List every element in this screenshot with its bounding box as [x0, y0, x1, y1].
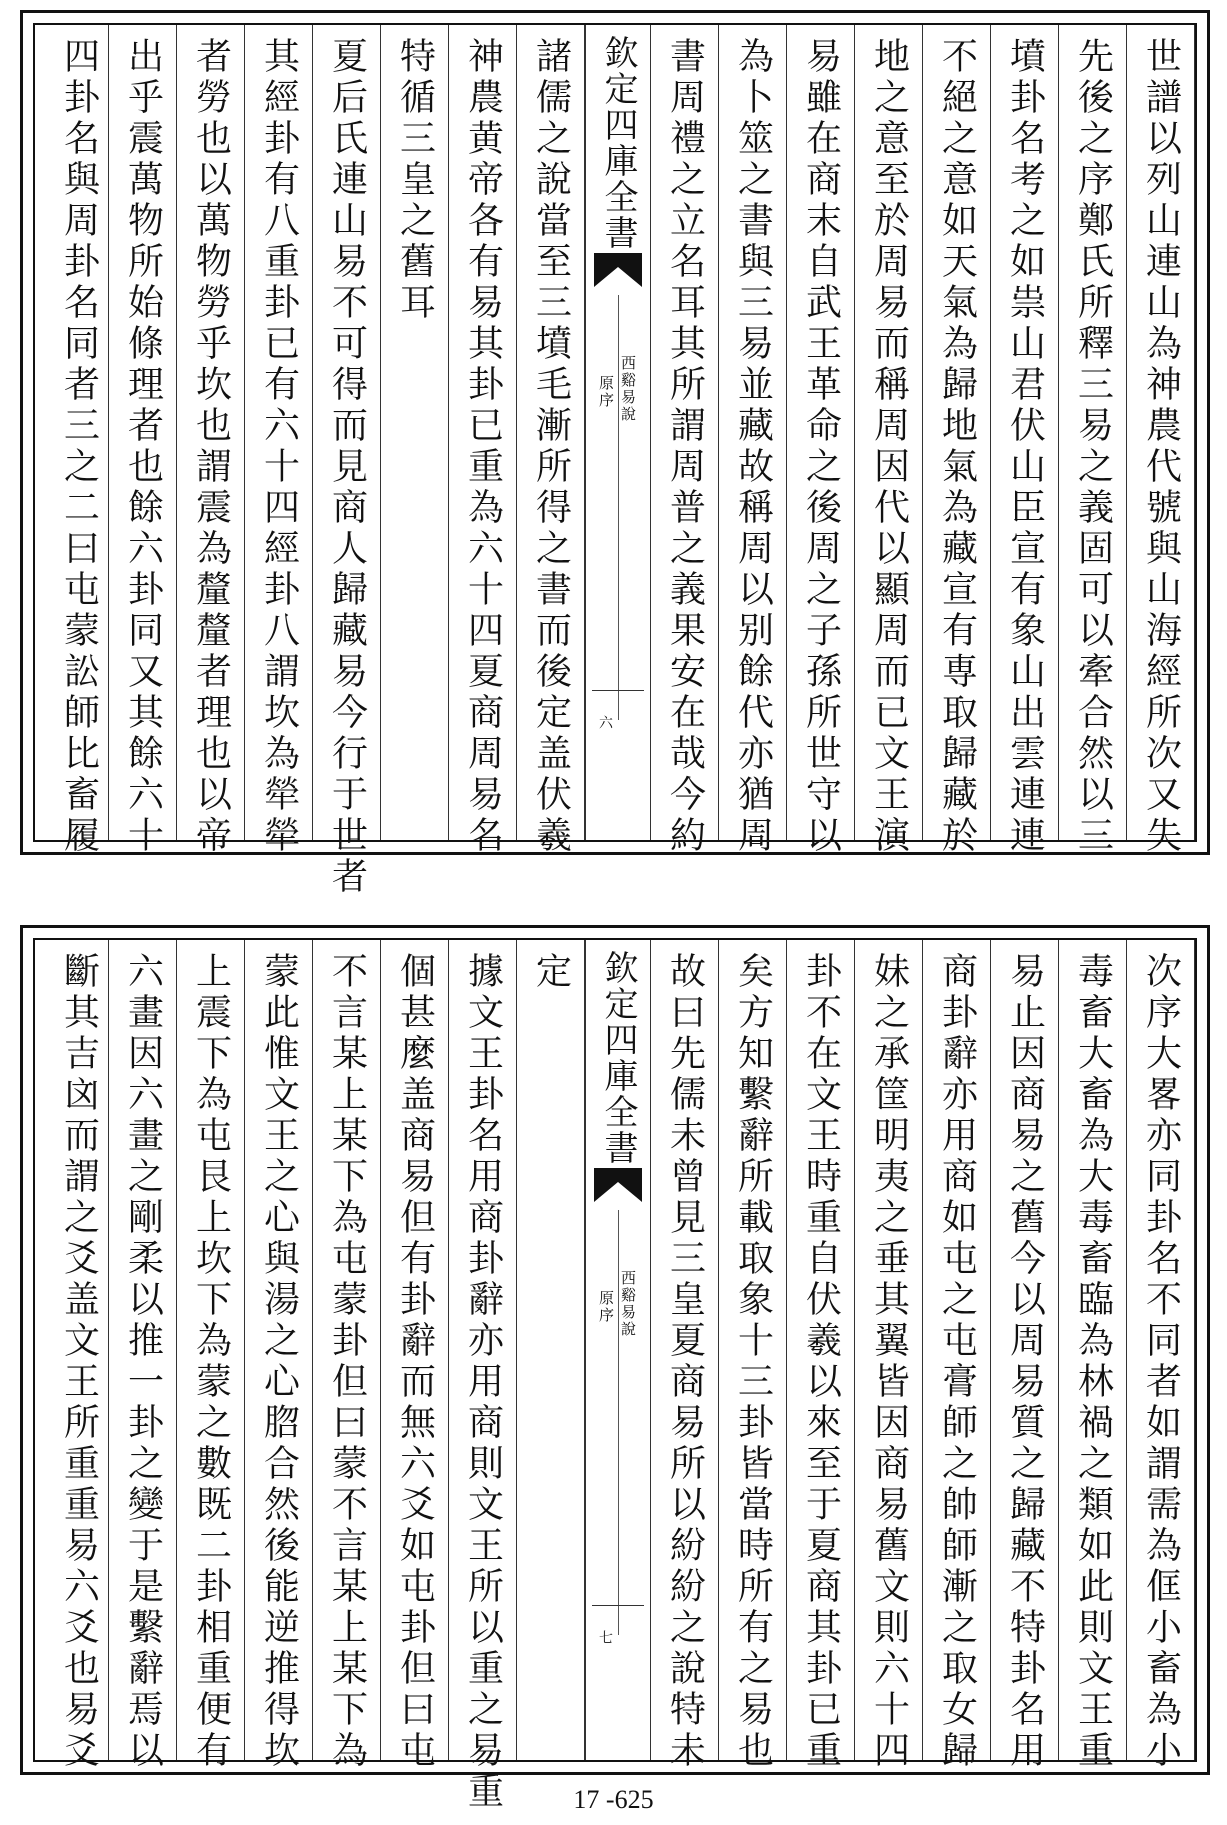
text-column: 易雖在商末自武王革命之後周之子孫所世守以 — [787, 25, 855, 840]
text-column: 特循三皇之舊耳 — [381, 25, 449, 840]
text-column: 為卜筮之書與三易並藏故稱周以别餘代亦猶周 — [719, 25, 787, 840]
text-column: 蒙此惟文王之心與湯之心脗合然後能逆推得坎 — [245, 940, 313, 1760]
spine-section: 原序 — [597, 375, 615, 409]
text-column: 不絕之意如天氣為歸地氣為藏宣有専取歸藏於 — [923, 25, 991, 840]
text-column: 六畫因六畫之剛柔以推一卦之變于是繫辭焉以 — [109, 940, 177, 1760]
text-column: 世譜以列山連山為神農代號與山海經所次又失 — [1127, 25, 1195, 840]
text-column: 諸儒之說當至三墳毛漸所得之書而後定盖伏羲 — [517, 25, 585, 840]
text-column: 其經卦有八重卦已有六十四經卦八謂坎為犖犖 — [245, 25, 313, 840]
spine-title: 欽定四庫全書 — [598, 35, 638, 251]
fish-tail-ornament — [594, 253, 642, 287]
text-column: 卦不在文王時重自伏羲以來至于夏商其卦已重 — [787, 940, 855, 1760]
text-column: 次序大畧亦同卦名不同者如謂需為㑌小畜為小 — [1127, 940, 1195, 1760]
spine-divider — [592, 690, 644, 691]
page-spine — [585, 940, 651, 1760]
text-column: 斷其吉㓙而謂之爻盖文王所重重易六爻也易爻 — [49, 940, 109, 1760]
spine-title: 欽定四庫全書 — [598, 950, 638, 1166]
text-column: 毒畜大畜為大毒畜臨為林禍之類如此則文王重 — [1059, 940, 1127, 1760]
spine-section: 原序 — [597, 1290, 615, 1324]
text-column: 妹之承筐明夷之垂其翼皆因商易舊文則六十四 — [855, 940, 923, 1760]
text-column: 者勞也以萬物勞乎坎也謂震為釐釐者理也以帝 — [177, 25, 245, 840]
text-column: 神農黄帝各有易其卦已重為六十四夏商周易名 — [449, 25, 517, 840]
fish-tail-ornament — [594, 1168, 642, 1202]
text-column: 個甚麼盖商易但有卦辭而無六爻如屯卦但曰屯 — [381, 940, 449, 1760]
spine-book-name: 西谿易說 — [619, 355, 637, 423]
text-column: 書周禮之立名耳其所謂周普之義果安在哉今約 — [651, 25, 719, 840]
spine-page-number: 七 — [597, 1630, 613, 1644]
text-column: 墳卦名考之如祟山君伏山臣宣有象山出雲連連 — [991, 25, 1059, 840]
text-column: 商卦辭亦用商如屯之屯膏師之帥師漸之取女歸 — [923, 940, 991, 1760]
text-column: 上震下為屯艮上坎下為蒙之數既二卦相重便有 — [177, 940, 245, 1760]
text-column: 易止因商易之舊今以周易質之歸藏不特卦名用 — [991, 940, 1059, 1760]
text-column: 矣方知繫辭所載取象十三卦皆當時所有之易也 — [719, 940, 787, 1760]
text-column: 地之意至於周易而稱周因代以顯周而已文王演 — [855, 25, 923, 840]
text-column: 四卦名與周卦名同者三之二曰屯蒙訟師比畜履 — [49, 25, 109, 840]
text-column: 故曰先儒未曾見三皇夏商易所以紛紛之說特未 — [651, 940, 719, 1760]
page-footer-label: 17 -625 — [573, 1785, 654, 1814]
spine-divider — [592, 1605, 644, 1606]
text-column: 定 — [517, 940, 585, 1760]
page-frame — [33, 23, 1197, 898]
text-column: 不言某上某下為屯蒙卦但曰蒙不言某上某下為 — [313, 940, 381, 1760]
page-top — [20, 10, 1210, 898]
text-column: 據文王卦名用商卦辭亦用商則文王所以重之易重 — [449, 940, 517, 1760]
text-column: 先後之序鄭氏所釋三易之義固可以牽合然以三 — [1059, 25, 1127, 840]
spine-page-number: 六 — [597, 715, 613, 729]
page-spine — [585, 25, 651, 840]
spine-book-name: 西谿易說 — [619, 1270, 637, 1338]
text-column: 出乎震萬物所始條理者也餘六卦同又其餘六十 — [109, 25, 177, 840]
text-column: 夏后氏連山易不可得而見商人歸藏易今行于世者 — [313, 25, 381, 840]
